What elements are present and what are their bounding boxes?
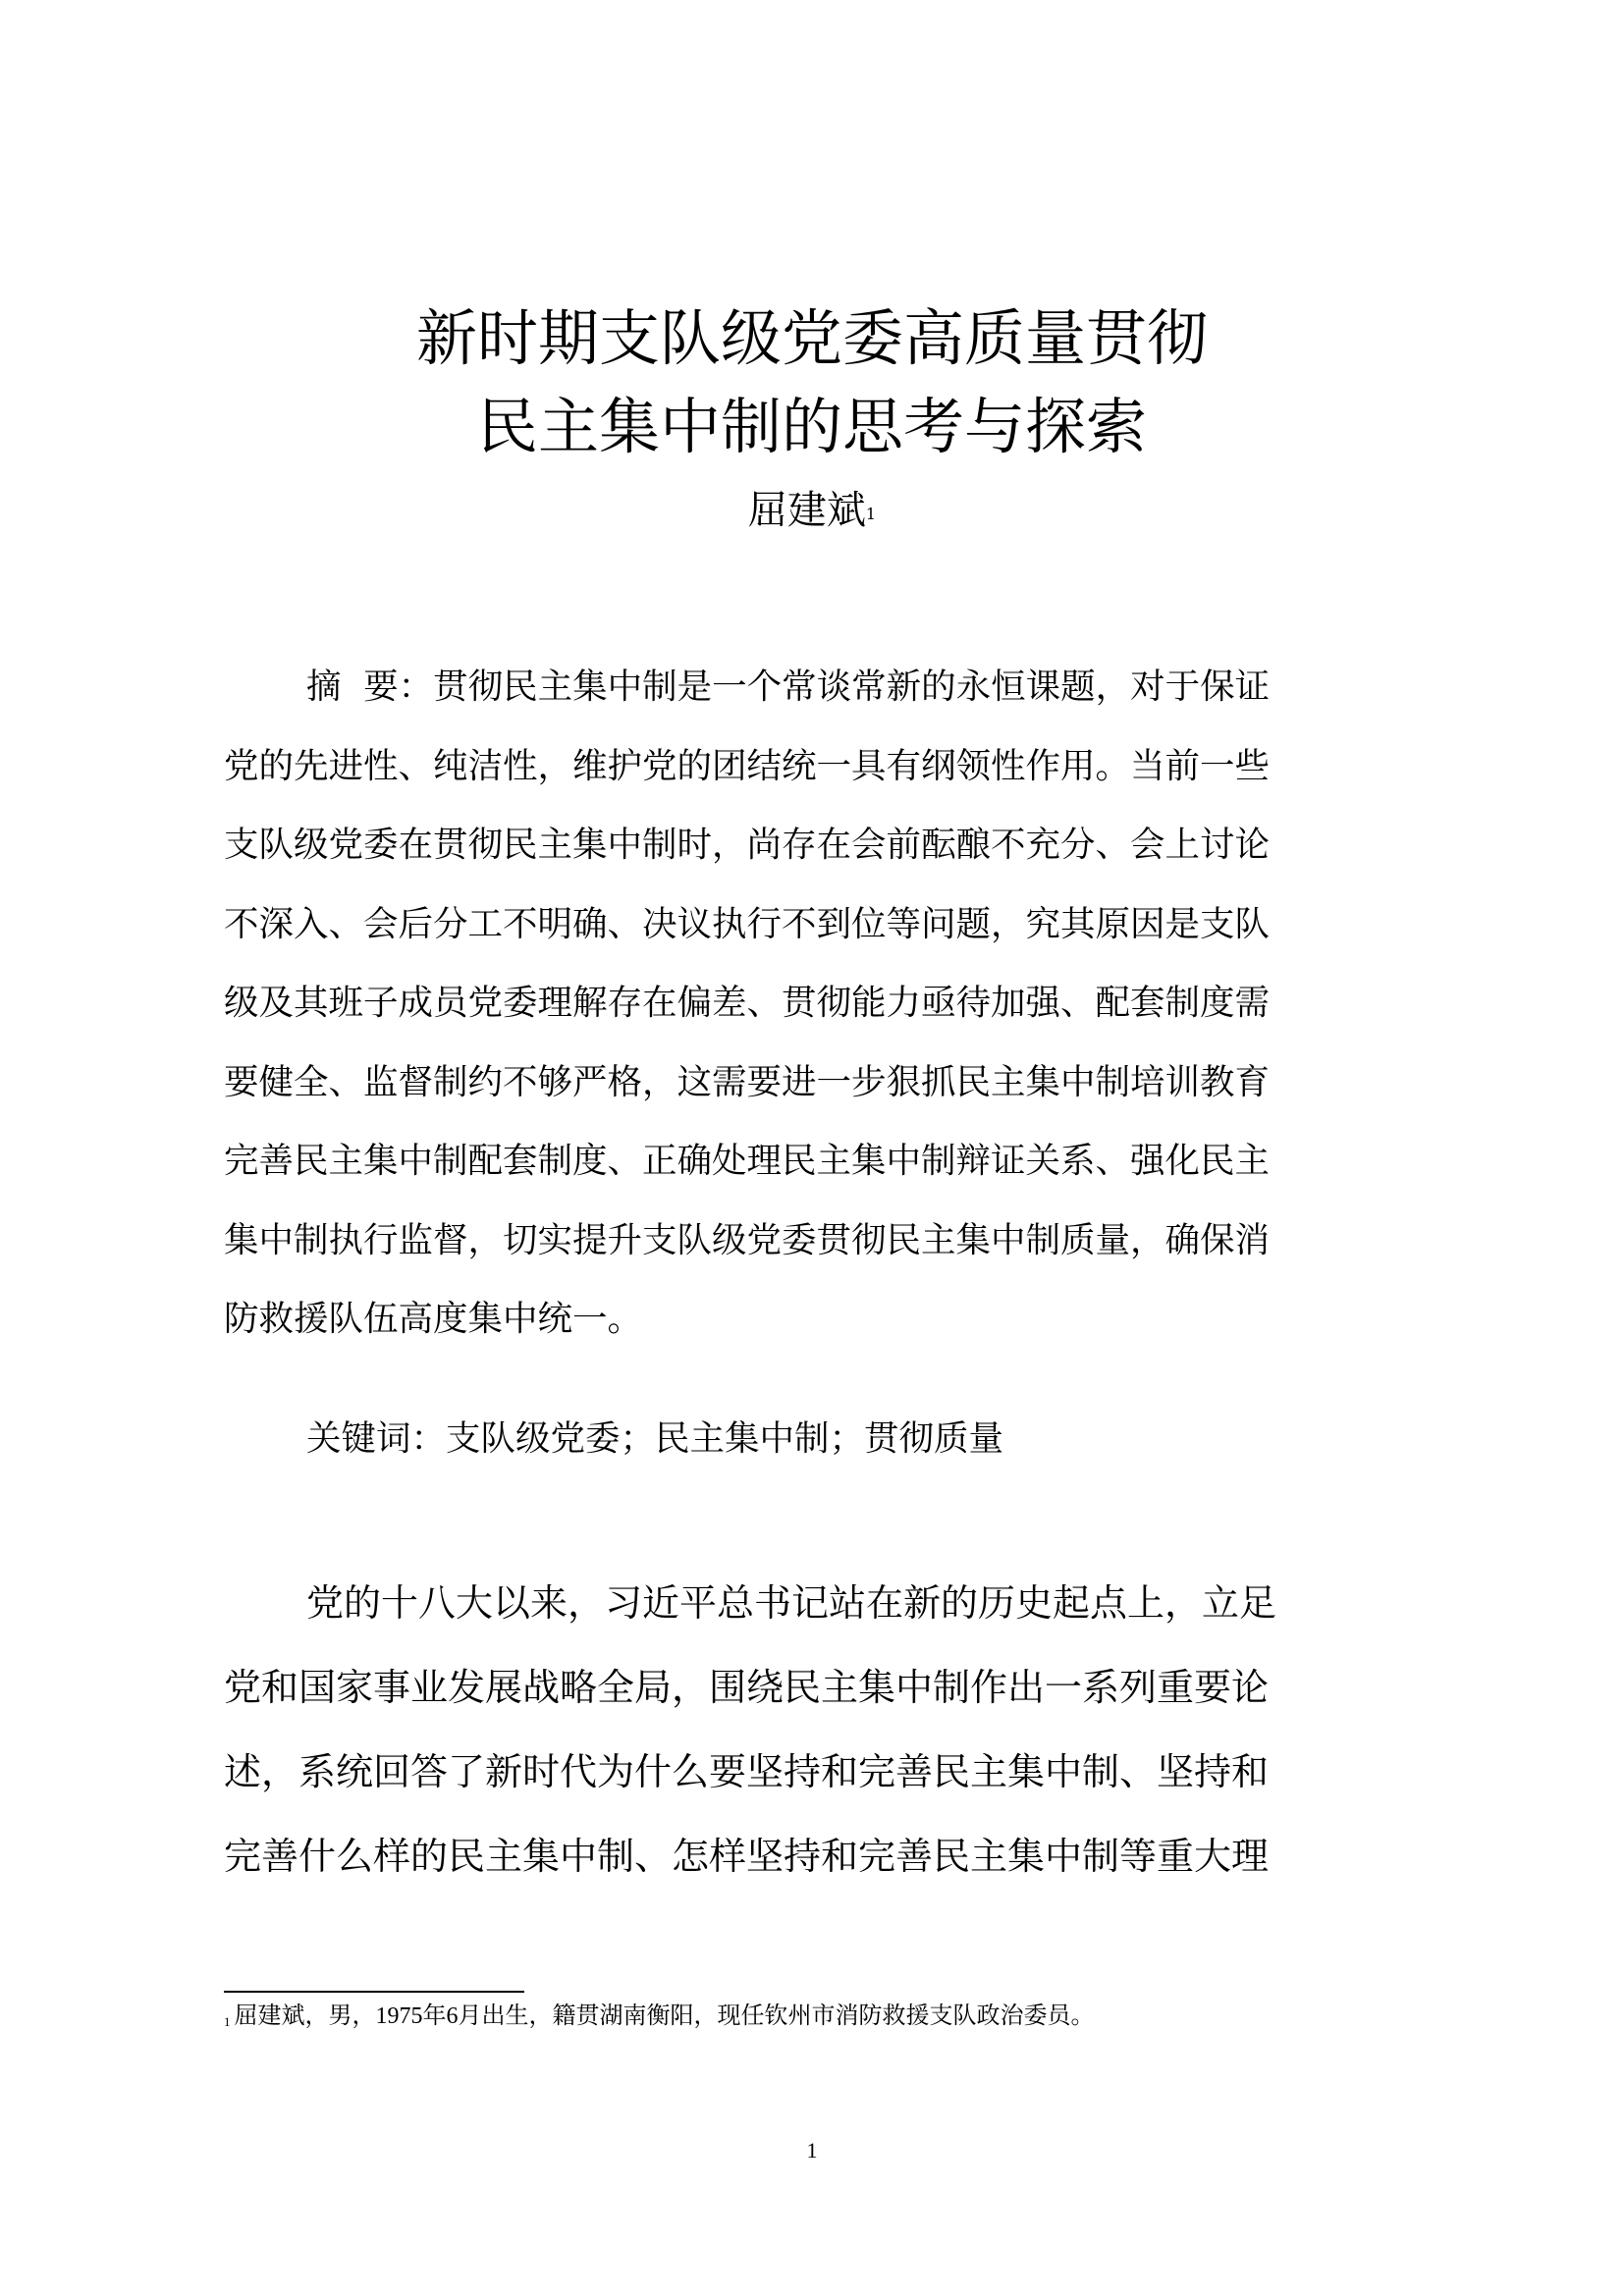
- abstract-line: 级及其班子成员党委理解存在偏差、贯彻能力亟待加强、配套制度需: [224, 983, 1271, 1023]
- title-line-2: 民主集中制的思考与探索: [476, 391, 1147, 462]
- abstract: [224, 648, 1441, 1360]
- abstract-line: 支队级党委在贯彻民主集中制时，尚存在会前酝酿不充分、会上讨论: [224, 825, 1271, 865]
- abstract-line: 要健全、监督制约不够严格，这需要进一步狠抓民主集中制培训教育: [224, 1061, 1271, 1102]
- footnote: [224, 1999, 1095, 2034]
- intro-line: 党的十八大以来，习近平总书记站在新的历史起点上，立足: [306, 1581, 1277, 1625]
- intro-paragraph: [224, 1561, 1441, 1898]
- keywords: [224, 1410, 1524, 1468]
- intro-line: 党和国家事业发展战略全局，围绕民主集中制作出一系列重要论: [224, 1666, 1270, 1709]
- footnote-text: 屈建斌，男，1975年6月出生，籍贯湖南衡阳，现任钦州市消防救援支队政治委员。: [234, 2003, 1095, 2029]
- abstract-line: 党的先进性、纯洁性，维护党的团结统一具有纲领性作用。当前一些: [224, 745, 1271, 786]
- keywords-label: 关键词：: [306, 1418, 447, 1459]
- intro-line: 完善什么样的民主集中制、怎样坚持和完善民主集中制等重大理: [224, 1835, 1270, 1878]
- abstract-line: 集中制执行监督，切实提升支队级党委贯彻民主集中制质量，确保消: [224, 1219, 1271, 1260]
- abstract-line: 防救援队伍高度集中统一。: [224, 1299, 643, 1339]
- author-line: [0, 483, 1624, 538]
- author-name: 屈建斌: [747, 488, 866, 533]
- footnote-separator: [224, 1991, 524, 1993]
- author-footnote-mark[interactable]: 1: [865, 505, 877, 523]
- page-number: 1: [806, 2138, 818, 2163]
- keywords-value: 支队级党委；民主集中制；贯彻质量: [446, 1418, 1004, 1459]
- abstract-label: 摘 要：: [306, 667, 434, 707]
- footnote-mark: 1: [224, 2014, 231, 2029]
- abstract-line: 摘 要：贯彻民主集中制是一个常谈常新的永恒课题，对于保证: [306, 667, 1271, 707]
- abstract-line: 不深入、会后分工不明确、决议执行不到位等问题，究其原因是支队: [224, 903, 1271, 944]
- abstract-line: 完善民主集中制配套制度、正确处理民主集中制辩证关系、强化民主: [224, 1141, 1271, 1181]
- title-line-1: 新时期支队级党委高质量贯彻: [415, 302, 1208, 374]
- intro-line: 述，系统回答了新时代为什么要坚持和完善民主集中制、坚持和: [224, 1750, 1270, 1793]
